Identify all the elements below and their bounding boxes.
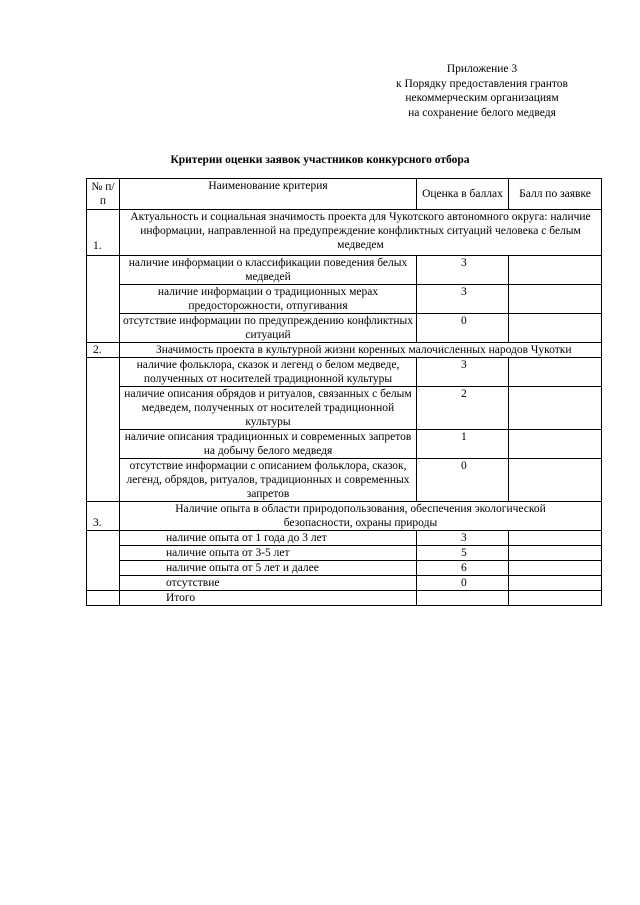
column-header-score: Оценка в баллах (417, 179, 509, 210)
criterion-score: 6 (417, 561, 509, 576)
section-title: Актуальность и социальная значимость проекта для Чукотского автономного округа: наличие информации, направленной на предупреждение конфликтных ситуаций человека с белым медведем (120, 210, 602, 256)
column-header-name: Наименование критерия (120, 179, 417, 210)
table-row (87, 285, 602, 314)
empty-num-cell (87, 591, 120, 606)
criterion-name: наличие опыта от 5 лет и далее (120, 561, 417, 576)
criterion-score: 3 (417, 531, 509, 546)
criterion-name: наличие описания обрядов и ритуалов, связанных с белым медведем, полученных от носителей традиционной культуры (120, 387, 417, 430)
criterion-name: наличие фольклора, сказок и легенд о белом медведе, полученных от носителей традиционной культуры (120, 358, 417, 387)
criterion-name: наличие информации о традиционных мерах предосторожности, отпугивания (120, 285, 417, 314)
points-cell (509, 459, 602, 502)
table-row (87, 314, 602, 343)
total-score-cell (417, 591, 509, 606)
table-row (87, 459, 602, 502)
total-label: Итого (120, 591, 417, 606)
points-cell (509, 430, 602, 459)
table-row (87, 531, 602, 546)
criterion-score: 1 (417, 430, 509, 459)
criterion-score: 3 (417, 285, 509, 314)
criterion-name: отсутствие (120, 576, 417, 591)
document-title: Критерии оценки заявок участников конкурсного отбора (170, 154, 470, 166)
section-number: 2. (87, 343, 120, 358)
table-row (87, 546, 602, 561)
points-cell (509, 358, 602, 387)
total-row (87, 591, 602, 606)
criterion-name: наличие опыта от 3-5 лет (120, 546, 417, 561)
criterion-name: наличие информации о классификации поведения белых медведей (120, 256, 417, 285)
empty-num-cell (87, 358, 120, 502)
section-number: 3. (87, 502, 120, 531)
section-title: Значимость проекта в культурной жизни коренных малочисленных народов Чукотки (120, 343, 602, 358)
section-title: Наличие опыта в области природопользования, обеспечения экологической безопасности, охраны природы (120, 502, 602, 531)
criterion-score: 5 (417, 546, 509, 561)
section-row (87, 210, 602, 256)
criterion-score: 0 (417, 576, 509, 591)
criterion-name: отсутствие информации с описанием фольклора, сказок, легенд, обрядов, ритуалов, традиционных и современных запретов (120, 459, 417, 502)
table-row (87, 358, 602, 387)
criterion-score: 0 (417, 459, 509, 502)
appendix-line: некоммерческим организациям (405, 92, 559, 104)
empty-num-cell (87, 531, 120, 591)
criterion-score: 3 (417, 358, 509, 387)
empty-num-cell (87, 256, 120, 343)
table-row (87, 387, 602, 430)
criterion-name: наличие опыта от 1 года до 3 лет (120, 531, 417, 546)
points-cell (509, 546, 602, 561)
appendix-header (352, 62, 612, 120)
criterion-name: отсутствие информации по предупреждению конфликтных ситуаций (120, 314, 417, 343)
table-row (87, 561, 602, 576)
table-row (87, 430, 602, 459)
table-row (87, 256, 602, 285)
appendix-line: к Порядку предоставления грантов (396, 77, 568, 90)
criterion-score: 0 (417, 314, 509, 343)
table-row (87, 576, 602, 591)
criteria-table (86, 178, 602, 606)
points-cell (509, 387, 602, 430)
points-cell (509, 531, 602, 546)
points-cell (509, 285, 602, 314)
points-cell (509, 561, 602, 576)
appendix-line: на сохранение белого медведя (408, 106, 556, 119)
criterion-score: 3 (417, 256, 509, 285)
appendix-line: Приложение 3 (446, 63, 518, 75)
criterion-score: 2 (417, 387, 509, 430)
section-number: 1. (87, 210, 120, 256)
column-header-points: Балл по заявке (509, 179, 602, 210)
table-header-row (87, 179, 602, 210)
points-cell (509, 256, 602, 285)
points-cell (509, 576, 602, 591)
column-header-num: № п/п (87, 179, 120, 210)
criterion-name: наличие описания традиционных и современных запретов на добычу белого медведя (120, 430, 417, 459)
points-cell (509, 314, 602, 343)
section-row (87, 343, 602, 358)
total-points-cell (509, 591, 602, 606)
section-row (87, 502, 602, 531)
